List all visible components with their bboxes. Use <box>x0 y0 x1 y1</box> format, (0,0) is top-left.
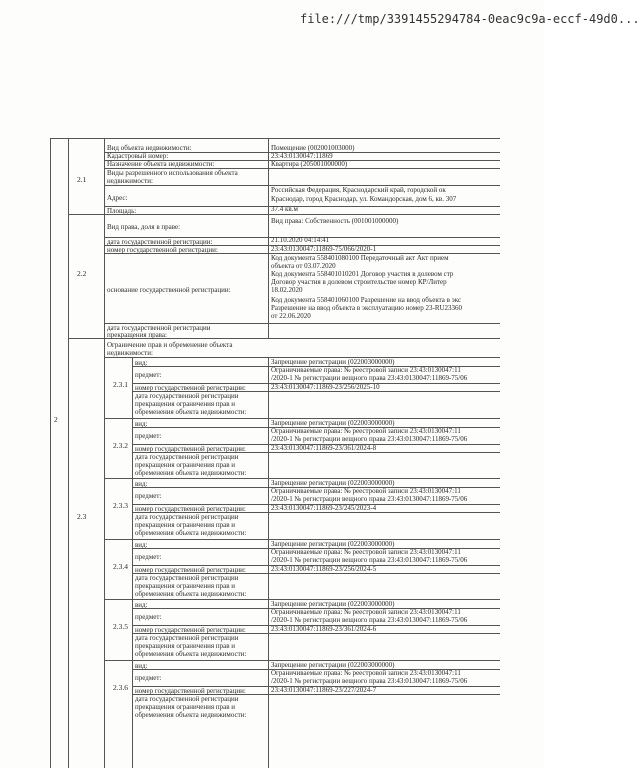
encumbrance-subject-line2: /2020-1 № регистрации вещного права 23:43:0130047:11869-75/06 <box>271 616 468 624</box>
area-value: 37.4 кв.м <box>271 205 298 213</box>
encumbrance-subject-label: предмет: <box>135 431 162 440</box>
encumbrance-type-label: вид: <box>135 540 148 549</box>
object-type-label: Вид объекта недвижимости: <box>107 144 192 152</box>
encumbrance-subject-line2: /2020-1 № регистрации вещного права 23:43:0130047:11869-75/06 <box>271 374 468 382</box>
encumbrance-termination-label-cont2: обременения объекта недвижимости: <box>135 650 247 658</box>
encumbrance-subject-line1: Ограничиваемые права: № реестровой записи 23:43:0130047:11 <box>271 426 461 435</box>
encumbrance-subject-line2: /2020-1 № регистрации вещного права 23:43:0130047:11869-75/06 <box>271 495 468 503</box>
encumbrance-subject-label: предмет: <box>135 673 162 682</box>
encumbrance-reg-number-label: номер государственной регистрации: <box>135 626 246 634</box>
registration-number-label: номер государственной регистрации: <box>107 246 218 254</box>
encumbrance-termination-label-cont2: обременения объекта недвижимости: <box>135 408 247 416</box>
basis-line: Договор участия в долевом строительстве номер КР/Литер <box>271 278 447 286</box>
file-path-header: file:///tmp/3391455294784-0eac9c9a-eccf-49d0... <box>300 12 640 26</box>
encumbrance-reg-number-label: номер государственной регистрации: <box>135 444 246 453</box>
encumbrances-header-cont: недвижимости: <box>107 349 153 357</box>
encumbrance-termination-label-cont2: обременения объекта недвижимости: <box>135 468 247 477</box>
basis-line: объекта от 03.07.2020 <box>271 262 336 270</box>
termination-date-label: дата государственной регистрации <box>107 324 211 332</box>
encumbrance-subject-label: предмет: <box>135 613 162 621</box>
right-type-label: Вид права, доля в праве: <box>107 223 181 231</box>
encumbrance-termination-label-cont2: обременения объекта недвижимости: <box>135 710 247 719</box>
address-value-line2: Краснодар, город Краснодар, ул. Командорская, дом 6, кв. 307 <box>271 195 457 203</box>
encumbrance-reg-number-label: номер государственной регистрации: <box>135 686 246 695</box>
encumbrance-termination-label-cont: прекращения ограничения прав и <box>135 642 236 650</box>
encumbrance-subject-line2: /2020-1 № регистрации вещного права 23:43:0130047:11869-75/06 <box>271 676 468 685</box>
encumbrance-type-label: вид: <box>135 601 148 609</box>
encumbrance-termination-label-cont2: обременения объекта недвижимости: <box>135 589 247 598</box>
encumbrance-type-label: вид: <box>135 419 148 428</box>
encumbrance-reg-number-value: 23:43:0130047:11869-23/256/2024-5 <box>271 564 377 573</box>
encumbrance-reg-number-label: номер государственной регистрации: <box>135 565 246 574</box>
section-number: 2 <box>54 415 58 424</box>
termination-date-label-cont: прекращения права: <box>107 331 167 339</box>
encumbrance-reg-number-label: номер государственной регистрации: <box>135 505 246 513</box>
permitted-use-label-cont: недвижимости: <box>107 177 153 185</box>
encumbrance-type-value: Запрещение регистрации (022003000000) <box>271 479 395 487</box>
basis-line: от 22.06.2020 <box>271 312 311 320</box>
encumbrance-termination-label-cont: прекращения ограничения прав и <box>135 460 236 469</box>
address-value-line1: Российская Федерация, Краснодарский край, городской ок <box>271 186 446 194</box>
encumbrance-type-label: вид: <box>135 661 148 670</box>
encumbrance-termination-label: дата государственной регистрации <box>135 634 239 642</box>
encumbrance-subject-line1: Ограничиваемые права: № реестровой записи 23:43:0130047:11 <box>271 608 461 616</box>
encumbrance-termination-label-cont: прекращения ограничения прав и <box>135 581 236 590</box>
encumbrance-subject-line1: Ограничиваемые права: № реестровой записи 23:43:0130047:11 <box>271 366 461 374</box>
basis-line: Разрешение на ввод объекта в эксплуатацию номер 23-RU23360 <box>271 304 463 312</box>
encumbrance-number: 2.3.3 <box>113 501 128 510</box>
address-label: Адрес: <box>107 194 128 202</box>
encumbrance-termination-label: дата государственной регистрации <box>135 392 239 400</box>
encumbrance-reg-number-value: 23:43:0130047:11869-23/256/2025-10 <box>271 383 380 391</box>
encumbrance-subject-line2: /2020-1 № регистрации вещного права 23:43:0130047:11869-75/06 <box>271 555 468 564</box>
encumbrance-reg-number-value: 23:43:0130047:11869-23/227/2024-7 <box>271 685 377 694</box>
encumbrance-subject-line2: /2020-1 № регистрации вещного права 23:43:0130047:11869-75/06 <box>271 434 468 443</box>
encumbrance-termination-label: дата государственной регистрации <box>135 694 239 703</box>
cadastral-number-label: Кадастровый номер: <box>107 152 169 160</box>
encumbrance-subject-label: предмет: <box>135 371 162 379</box>
cadastral-number-value: 23:43:0130047:11869 <box>271 152 333 160</box>
encumbrance-type-value: Запрещение регистрации (022003000000) <box>271 660 395 669</box>
encumbrance-termination-label: дата государственной регистрации <box>135 513 239 521</box>
section-2-2-number: 2.2 <box>77 269 87 278</box>
encumbrance-termination-label-cont: прекращения ограничения прав и <box>135 521 236 529</box>
encumbrance-termination-label: дата государственной регистрации <box>135 573 239 582</box>
encumbrance-subject-label: предмет: <box>135 552 162 561</box>
encumbrance-type-value: Запрещение регистрации (022003000000) <box>271 358 395 366</box>
encumbrances-header: Ограничение прав и обременение объекта <box>107 341 233 349</box>
registration-date-value: 21.10.2020 04:14:41 <box>271 236 330 244</box>
encumbrance-number: 2.3.1 <box>113 380 128 389</box>
permitted-use-label: Виды разрешенного использования объекта <box>107 169 238 177</box>
encumbrance-reg-number-value: 23:43:0130047:11869-23/245/2023-4 <box>271 504 377 512</box>
purpose-label: Назначение объекта недвижимости: <box>107 160 215 168</box>
encumbrance-type-label: вид: <box>135 359 148 367</box>
encumbrance-number: 2.3.4 <box>113 561 128 571</box>
basis-line: Код документа 558401080100 Передаточный акт Акт прием <box>271 254 449 262</box>
encumbrance-number: 2.3.5 <box>113 622 128 631</box>
encumbrance-termination-label-cont2: обременения объекта недвижимости: <box>135 529 247 537</box>
encumbrance-subject-line1: Ограничиваемые права: № реестровой записи 23:43:0130047:11 <box>271 547 461 556</box>
registration-date-label: дата государственной регистрации: <box>107 238 213 246</box>
encumbrance-reg-number-label: номер государственной регистрации: <box>135 384 246 392</box>
encumbrance-termination-label-cont: прекращения ограничения прав и <box>135 702 236 711</box>
encumbrance-reg-number-value: 23:43:0130047:11869-23/361/2024-6 <box>271 625 377 633</box>
encumbrance-subject-line1: Ограничиваемые права: № реестровой записи 23:43:0130047:11 <box>271 487 461 495</box>
encumbrance-type-value: Запрещение регистрации (022003000000) <box>271 418 395 427</box>
area-label: Площадь: <box>107 207 137 215</box>
encumbrance-subject-label: предмет: <box>135 492 162 500</box>
encumbrance-subject-line1: Ограничиваемые права: № реестровой записи 23:43:0130047:11 <box>271 668 461 677</box>
basis-line: 18.02.2020 <box>271 286 303 294</box>
encumbrance-type-value: Запрещение регистрации (022003000000) <box>271 539 395 548</box>
purpose-value: Квартира (205001000000) <box>271 160 348 168</box>
registration-basis-label: основание государственной регистрации: <box>107 286 231 294</box>
registration-number-value: 23:43:0130047:11869-75/066/2020-1 <box>271 245 377 253</box>
encumbrance-reg-number-value: 23:43:0130047:11869-23/361/2024-8 <box>271 443 377 452</box>
section-2-1-number: 2.1 <box>77 175 87 184</box>
encumbrance-number: 2.3.6 <box>113 682 128 692</box>
encumbrance-termination-label: дата государственной регистрации <box>135 452 239 461</box>
encumbrance-termination-label-cont: прекращения ограничения прав и <box>135 400 236 408</box>
object-type-value: Помещение (002001003000) <box>271 144 355 152</box>
right-type-value: Вид права: Собственность (001001000000) <box>271 217 399 225</box>
basis-line: Код документа 558401010201 Договор участия в долевом стр <box>271 270 454 278</box>
encumbrance-type-value: Запрещение регистрации (022003000000) <box>271 600 395 608</box>
encumbrance-type-label: вид: <box>135 480 148 488</box>
basis-line: Код документа 558401060100 Разрешение на ввод объекта в экс <box>271 296 462 304</box>
encumbrance-number: 2.3.2 <box>113 440 128 450</box>
section-2-3-number: 2.3 <box>77 512 87 521</box>
